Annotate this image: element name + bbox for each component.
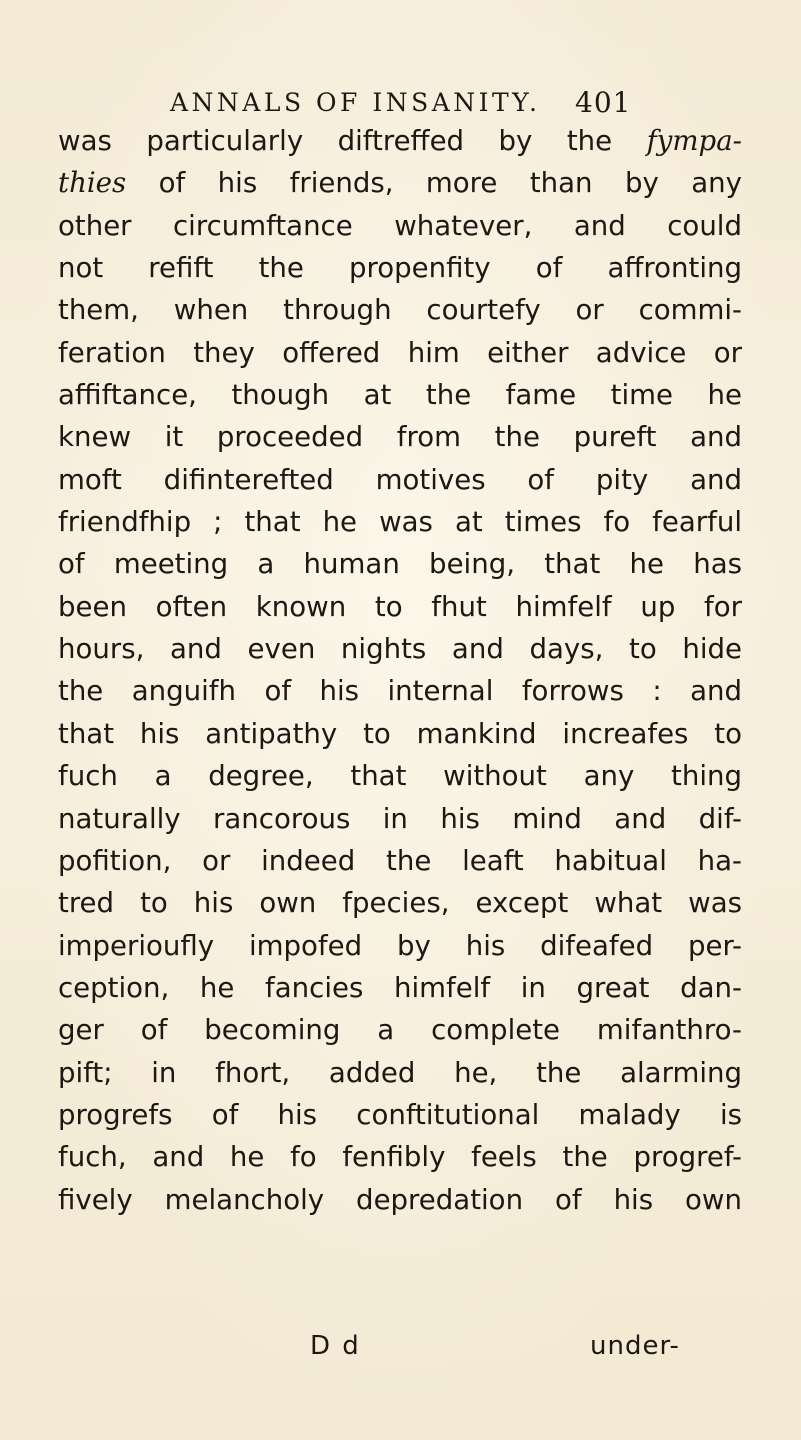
text-line: the anguifh of his internal forrows : and — [58, 674, 742, 708]
text-line: of meeting a human being, that he has — [58, 547, 742, 581]
text-line: pift; in fhort, added he, the alarming — [58, 1055, 742, 1089]
italic-word: fympa- — [646, 124, 742, 157]
text-line: fuch, and he fo fenfibly feels the progref- — [58, 1140, 742, 1174]
text-line: friendfhip ; that he was at times fo fearful — [58, 505, 742, 539]
body-text — [58, 120, 758, 1221]
text-line — [58, 120, 742, 162]
text-line: them, when through courtefy or commi- — [58, 293, 742, 327]
line-text: of his friends, more than by any — [126, 166, 742, 200]
text-line: hours, and even nights and days, to hide — [58, 632, 742, 666]
text-line: feration they offered him either advice or — [58, 335, 742, 369]
text-line: tred to his own fpecies, except what was — [58, 886, 742, 920]
text-line: fively melancholy depredation of his own — [58, 1182, 742, 1216]
text-line: that his antipathy to mankind increafes to — [58, 716, 742, 750]
text-line: fuch a degree, that without any thing — [58, 759, 742, 793]
line-text: was particularly diftreffed by the — [58, 124, 647, 157]
running-title: ANNALS OF INSANITY. — [170, 88, 541, 117]
signature-mark: D d — [310, 1331, 361, 1361]
text-line: ception, he fancies himfelf in great dan- — [58, 970, 742, 1004]
text-line: moft difinterefted motives of pity and — [58, 462, 742, 496]
text-line: pofition, or indeed the leaft habitual ha- — [58, 843, 742, 877]
italic-word: thies — [58, 166, 127, 200]
text-line: progrefs of his conftitutional malady is — [58, 1097, 742, 1131]
page-footer — [58, 1325, 742, 1367]
text-line: other circumftance whatever, and could — [58, 208, 742, 242]
text-line: been often known to fhut himfelf up for — [58, 589, 742, 623]
text-line: naturally rancorous in his mind and dif- — [58, 801, 742, 835]
text-line: imperioufly impofed by his difeafed per- — [58, 928, 742, 962]
text-line: ger of becoming a complete mifanthro- — [58, 1013, 742, 1047]
text-line: knew it proceeded from the pureft and — [58, 420, 742, 454]
page-number: 401 — [575, 86, 632, 119]
text-line — [58, 162, 742, 204]
catchword: under- — [590, 1331, 680, 1361]
text-line: not refift the propenfity of affronting — [58, 251, 742, 285]
text-line: affiftance, though at the fame time he — [58, 378, 742, 412]
